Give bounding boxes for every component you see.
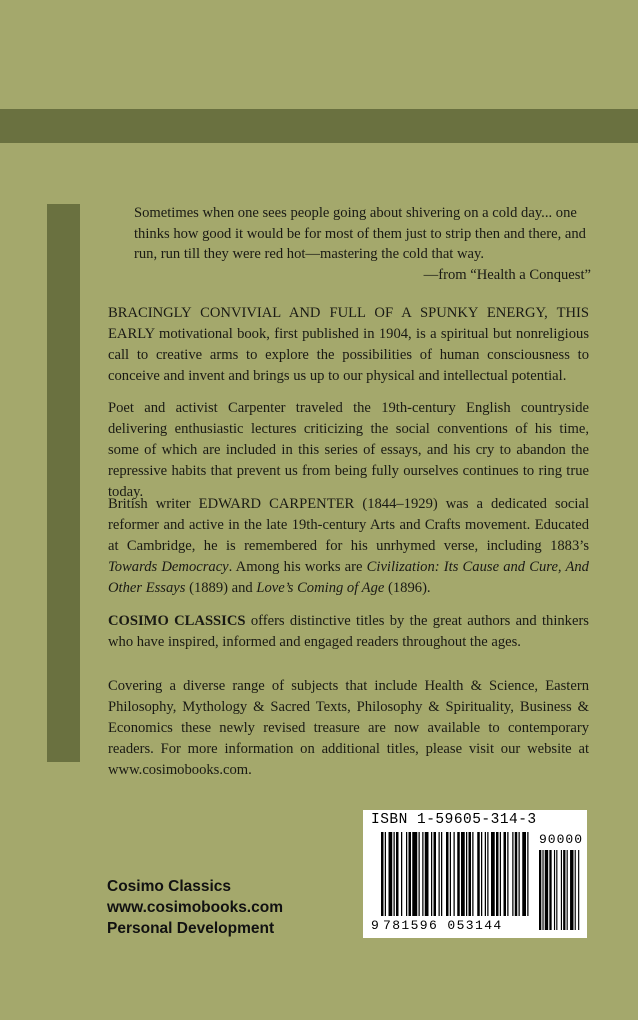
subjects-paragraph: Covering a diverse range of subjects that include Health & Science, Eastern Philosophy, Mythology & Sacred Texts, Philosophy & Spirituality, Business & Economics these newly revised treasure are now available to contemporary readers. For more information on additional titles, please visit our website at www.cosimobooks.com. [108, 678, 589, 778]
quote-attribution: —from “Health a Conquest” [423, 266, 591, 283]
description-paragraph-2: Poet and activist Carpenter traveled the 19th-century English countryside delivering enthusiastic lectures criticizing the social conventions of his time, some of which are included in this series of essays, and his cry to abandon the repressive habits that prevent us from being fully ourselves continues to ring true today. [108, 400, 589, 500]
isbn-label: ISBN 1-59605-314-3 [371, 812, 537, 828]
imprint-name: Cosimo Classics [107, 878, 232, 895]
work-title: Love’s Coming of Age [256, 580, 385, 596]
book-category: Personal Development [107, 920, 275, 937]
top-color-band [0, 109, 638, 143]
isbn-barcode [363, 810, 587, 938]
ean-lead-digit: 9 [371, 918, 379, 933]
imprint-block [107, 876, 283, 939]
epigraph-quote [134, 203, 591, 285]
publisher-name: COSIMO CLASSICS [108, 613, 246, 629]
lead-caps: BRACINGLY CONVIVIAL AND FULL OF A SPUNKY ENERGY, THIS EARLY [108, 305, 589, 342]
description-paragraph-1 [108, 303, 589, 387]
author-bio-paragraph: British writer EDWARD CARPENTER (1844–1929) was a dedicated social reformer and active in the late 19th-century Arts and Crafts movement. Educated at Cambridge, he is remembered for his unrhymed verse, including 1883’s Towards Democracy. Among his works are Civilization: Its Cause and Cure, And Other Essays (1889) and Love’s Coming of Age (1896). [108, 496, 589, 596]
author-name: EDWARD CARPENTER [198, 496, 355, 512]
price-supplement: 90000 [539, 832, 584, 847]
lead-rest: motivational book, first published in 1904, is a spiritual but nonreligious call to creative arms to explore the possibilities of human consciousness to conceive and invent and brings us up to our physical and intellectual potential. [108, 326, 589, 384]
publisher-paragraph: COSIMO CLASSICS offers distinctive titles by the great authors and thinkers who have inspired, informed and engaged readers throughout the ages. [108, 613, 589, 650]
imprint-website: www.cosimobooks.com [107, 899, 283, 916]
ean-digits: 781596 053144 [383, 918, 503, 933]
quote-text: Sometimes when one sees people going about shivering on a cold day... one thinks how good it would be for most of them just to strip then and there, and run, run till they were red hot—mastering the cold that way. [134, 205, 586, 262]
work-title: Civilization: Its Cause and Cure, And Other Essays [108, 559, 589, 596]
work-title: Towards Democracy [108, 559, 229, 575]
side-color-bar [47, 204, 80, 762]
